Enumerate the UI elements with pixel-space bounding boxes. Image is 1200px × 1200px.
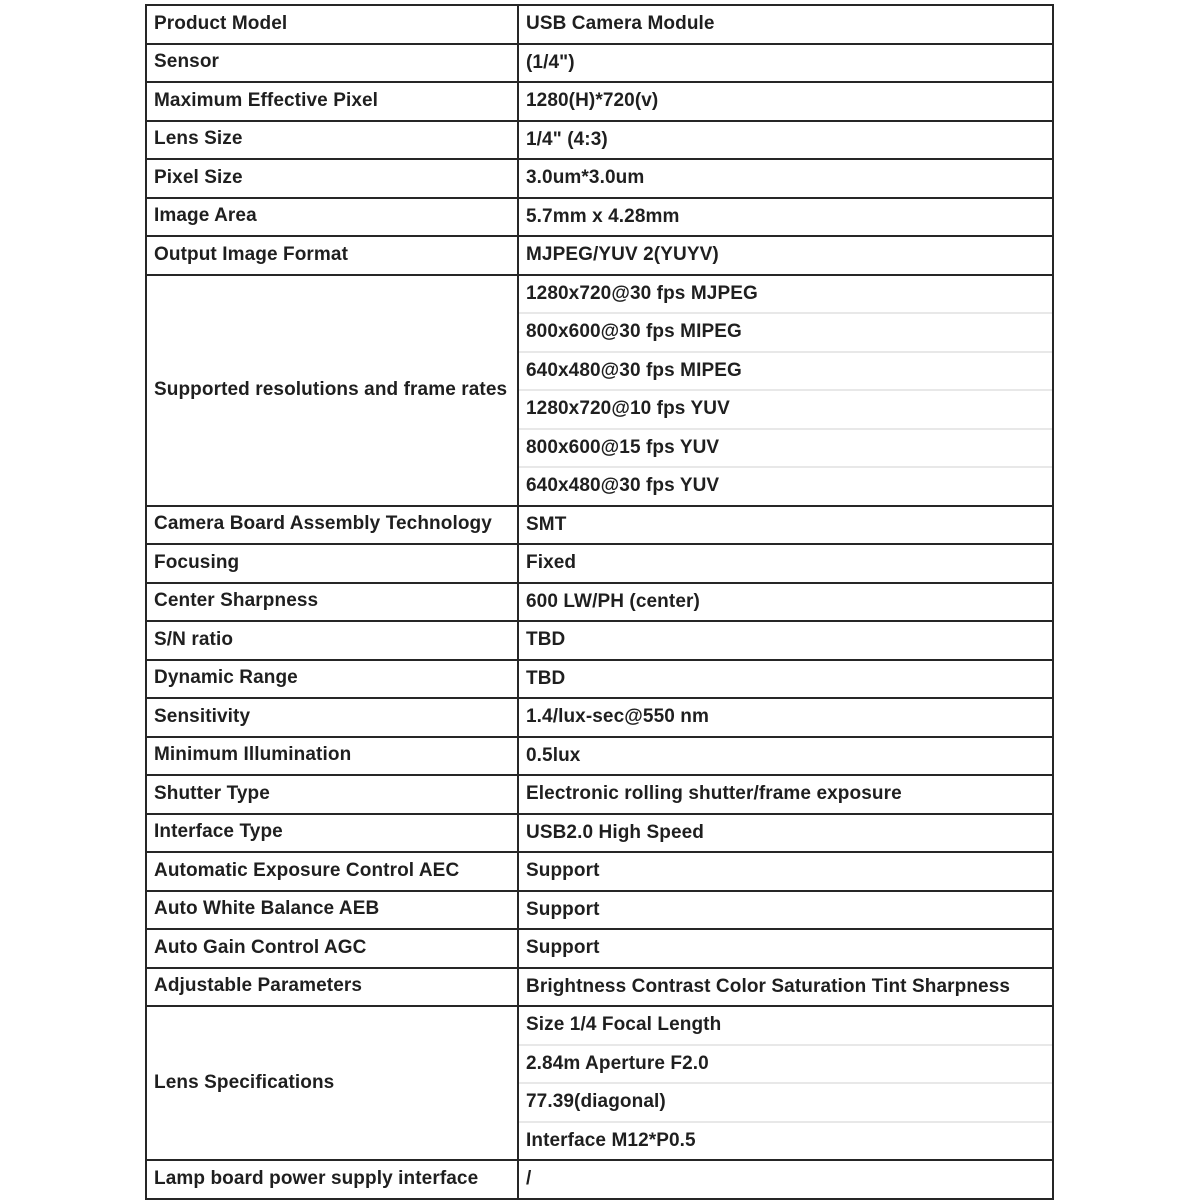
- spec-row-lens-size: [147, 120, 1052, 159]
- spec-row-output-image-format: [147, 235, 1052, 274]
- spec-row-interface-type: [147, 813, 1052, 852]
- spec-value: [519, 930, 1052, 967]
- spec-value-line: 640x480@30 fps MIPEG: [519, 351, 1052, 390]
- spec-value: [519, 699, 1052, 736]
- spec-label: S/N ratio: [147, 622, 519, 659]
- spec-row-max-effective-pixel: [147, 81, 1052, 120]
- spec-row-pixel-size: [147, 158, 1052, 197]
- spec-value-line: TBD: [526, 629, 566, 651]
- spec-label: Adjustable Parameters: [147, 969, 519, 1006]
- spec-row-lamp-board-power: [147, 1159, 1052, 1198]
- spec-value-line: 1/4" (4:3): [526, 128, 608, 150]
- spec-label: Output Image Format: [147, 237, 519, 274]
- spec-row-lens-specifications: [147, 1005, 1052, 1159]
- spec-value-line: 1280x720@10 fps YUV: [519, 389, 1052, 428]
- spec-value-line: 600 LW/PH (center): [526, 590, 700, 612]
- spec-value: [519, 45, 1052, 82]
- spec-table: [145, 4, 1054, 1200]
- spec-row-focusing: [147, 543, 1052, 582]
- spec-label: Dynamic Range: [147, 661, 519, 698]
- spec-row-dynamic-range: [147, 659, 1052, 698]
- spec-value-line: SMT: [526, 513, 567, 535]
- spec-value-line: Brightness Contrast Color Saturation Tint Sharpness: [526, 975, 1011, 997]
- spec-label: Sensitivity: [147, 699, 519, 736]
- spec-value-line: 2.84m Aperture F2.0: [519, 1044, 1052, 1083]
- spec-label: Supported resolutions and frame rates: [147, 276, 519, 505]
- spec-row-minimum-illumination: [147, 736, 1052, 775]
- spec-row-sensitivity: [147, 697, 1052, 736]
- spec-value: [519, 276, 1052, 505]
- spec-label: Minimum Illumination: [147, 738, 519, 775]
- spec-value-line: 800x600@30 fps MIPEG: [519, 312, 1052, 351]
- spec-value: [519, 237, 1052, 274]
- spec-label: Shutter Type: [147, 776, 519, 813]
- spec-row-center-sharpness: [147, 582, 1052, 621]
- spec-value: [519, 853, 1052, 890]
- spec-value: [519, 545, 1052, 582]
- spec-label: Lens Size: [147, 122, 519, 159]
- spec-value: [519, 122, 1052, 159]
- spec-label: Interface Type: [147, 815, 519, 852]
- spec-label: Auto White Balance AEB: [147, 892, 519, 929]
- spec-value-line: TBD: [526, 667, 566, 689]
- spec-value: [519, 622, 1052, 659]
- spec-value-line: 5.7mm x 4.28mm: [526, 205, 680, 227]
- spec-row-product-model: [147, 6, 1052, 43]
- spec-label: Camera Board Assembly Technology: [147, 507, 519, 544]
- spec-value-line: 0.5lux: [526, 744, 581, 766]
- spec-value: [519, 584, 1052, 621]
- spec-value: [519, 815, 1052, 852]
- spec-row-aec: [147, 851, 1052, 890]
- spec-value: [519, 969, 1052, 1006]
- spec-value-line: USB Camera Module: [526, 13, 715, 35]
- spec-label: Lens Specifications: [147, 1007, 519, 1159]
- spec-value-line: Electronic rolling shutter/frame exposure: [526, 783, 902, 805]
- spec-label: Auto Gain Control AGC: [147, 930, 519, 967]
- spec-value-line: 77.39(diagonal): [519, 1082, 1052, 1121]
- spec-value-line: Size 1/4 Focal Length: [526, 1014, 722, 1036]
- spec-value-line: MJPEG/YUV 2(YUYV): [526, 244, 719, 266]
- spec-value: [519, 892, 1052, 929]
- spec-value: [519, 1007, 1052, 1159]
- spec-label: Image Area: [147, 199, 519, 236]
- spec-value-line: 1280(H)*720(v): [526, 90, 659, 112]
- spec-row-sn-ratio: [147, 620, 1052, 659]
- spec-label: Sensor: [147, 45, 519, 82]
- spec-value-line: Support: [526, 860, 600, 882]
- spec-row-image-area: [147, 197, 1052, 236]
- spec-row-awb: [147, 890, 1052, 929]
- spec-label: Pixel Size: [147, 160, 519, 197]
- spec-value: [519, 160, 1052, 197]
- spec-value-line: Support: [526, 898, 600, 920]
- spec-row-assembly-technology: [147, 505, 1052, 544]
- spec-row-shutter-type: [147, 774, 1052, 813]
- spec-label: Focusing: [147, 545, 519, 582]
- spec-value: [519, 507, 1052, 544]
- spec-value-line: (1/4"): [526, 51, 575, 73]
- spec-row-agc: [147, 928, 1052, 967]
- spec-value: [519, 738, 1052, 775]
- spec-row-sensor: [147, 43, 1052, 82]
- spec-value-line: Support: [526, 937, 600, 959]
- spec-value-line: Fixed: [526, 552, 577, 574]
- spec-value: [519, 776, 1052, 813]
- spec-value-line: 640x480@30 fps YUV: [519, 466, 1052, 505]
- spec-value-line: /: [526, 1168, 532, 1190]
- spec-value-line: Interface M12*P0.5: [519, 1121, 1052, 1160]
- spec-value: [519, 199, 1052, 236]
- spec-value: [519, 661, 1052, 698]
- spec-value-line: USB2.0 High Speed: [526, 821, 705, 843]
- spec-value-line: 1.4/lux-sec@550 nm: [526, 706, 709, 728]
- spec-value-line: 1280x720@30 fps MJPEG: [526, 282, 758, 304]
- spec-value: [519, 1161, 1052, 1198]
- spec-value-line: 800x600@15 fps YUV: [519, 428, 1052, 467]
- spec-label: Product Model: [147, 6, 519, 43]
- spec-label: Lamp board power supply interface: [147, 1161, 519, 1198]
- spec-value: [519, 6, 1052, 43]
- spec-label: Center Sharpness: [147, 584, 519, 621]
- spec-label: Maximum Effective Pixel: [147, 83, 519, 120]
- spec-value-line: 3.0um*3.0um: [526, 167, 645, 189]
- spec-row-supported-resolutions: [147, 274, 1052, 505]
- spec-row-adjustable-parameters: [147, 967, 1052, 1006]
- spec-value: [519, 83, 1052, 120]
- spec-label: Automatic Exposure Control AEC: [147, 853, 519, 890]
